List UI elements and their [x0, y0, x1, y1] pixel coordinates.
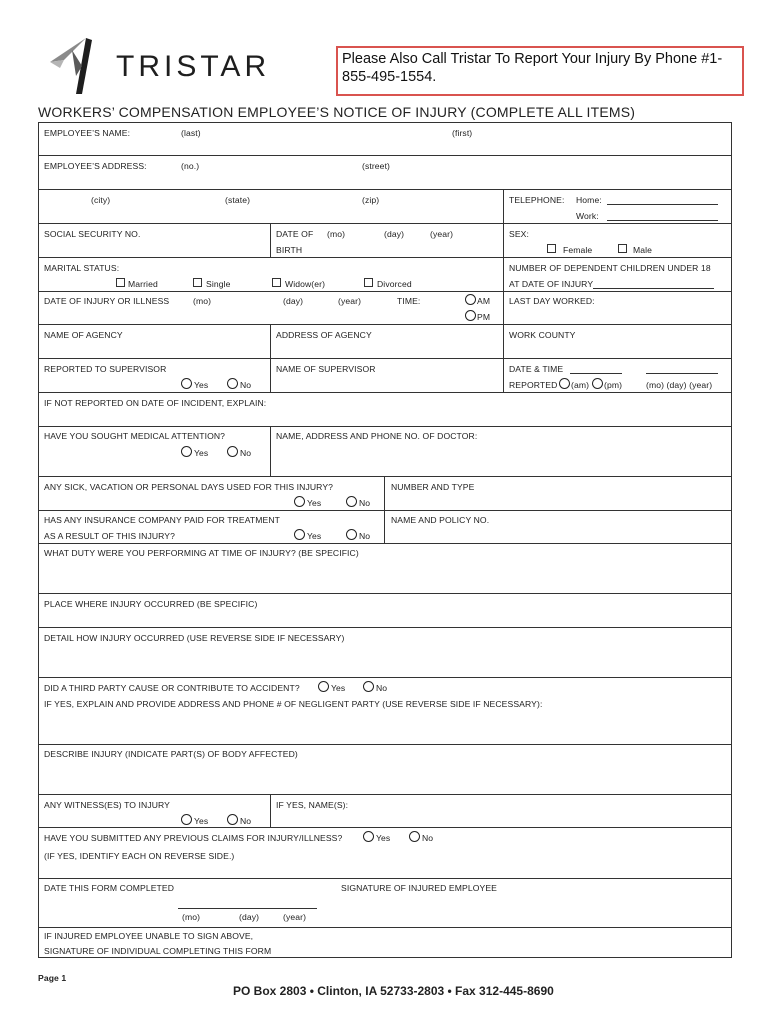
place-field[interactable] [39, 610, 731, 626]
not-reported-label: IF NOT REPORTED ON DATE OF INCIDENT, EXPLAIN: [44, 398, 267, 408]
city-caption: (city) [91, 195, 111, 205]
work-phone-label: Work: [576, 211, 599, 221]
third-party-field[interactable] [39, 711, 731, 743]
last-name-caption: (last) [181, 128, 201, 138]
male-label: Male [633, 245, 653, 255]
single-label: Single [206, 279, 231, 289]
claims-yes-label: Yes [376, 833, 391, 843]
form-title: WORKERS’ COMPENSATION EMPLOYEE’S NOTICE OF INJURY (COMPLETE ALL ITEMS) [38, 104, 636, 120]
report-date-caption: (mo) (day) (year) [646, 380, 713, 390]
footer-address: PO Box 2803 • Clinton, IA 52733-2803 • Fax 312-445-8690 [233, 984, 554, 998]
sick-days-label: ANY SICK, VACATION OR PERSONAL DAYS USED FOR THIS INJURY? [44, 482, 334, 492]
male-checkbox[interactable] [618, 244, 627, 253]
witness-yes-label: Yes [194, 816, 209, 826]
duty-field[interactable] [39, 560, 731, 592]
third-party-no-radio[interactable] [363, 681, 374, 692]
previous-claims-note: (IF YES, IDENTIFY EACH ON REVERSE SIDE.) [44, 851, 235, 861]
detail-field[interactable] [39, 644, 731, 676]
divorced-label: Divorced [377, 279, 412, 289]
employee-address-field[interactable] [39, 173, 731, 189]
not-reported-field[interactable] [39, 409, 731, 425]
insurance-label-2: AS A RESULT OF THIS INJURY? [44, 531, 176, 541]
dependents-label: NUMBER OF DEPENDENT CHILDREN UNDER 18 [509, 263, 711, 273]
reported-yes-radio[interactable] [181, 378, 192, 389]
sick-no-label: No [359, 498, 371, 508]
state-caption: (state) [225, 195, 251, 205]
report-am-radio[interactable] [559, 378, 570, 389]
ssn-label: SOCIAL SECURITY NO. [44, 229, 141, 239]
dependents-field[interactable] [593, 288, 714, 289]
signature-label: SIGNATURE OF INJURED EMPLOYEE [341, 883, 498, 893]
logo-wordmark: TRISTAR [116, 50, 271, 83]
sick-yes-radio[interactable] [294, 496, 305, 507]
pm-radio[interactable] [465, 310, 476, 321]
address-no-caption: (no.) [181, 161, 200, 171]
unable-sign-label: IF INJURED EMPLOYEE UNABLE TO SIGN ABOVE, [44, 931, 254, 941]
female-checkbox[interactable] [547, 244, 556, 253]
claims-yes-radio[interactable] [363, 831, 374, 842]
date-completed-label: DATE THIS FORM COMPLETED [44, 883, 175, 893]
witness-no-radio[interactable] [227, 814, 238, 825]
third-party-label: DID A THIRD PARTY CAUSE OR CONTRIBUTE TO ACCIDENT? [44, 683, 300, 693]
last-day-worked-label: LAST DAY WORKED: [509, 296, 595, 306]
am-radio[interactable] [465, 294, 476, 305]
date-of-injury-label: DATE OF INJURY OR ILLNESS [44, 296, 170, 306]
insurance-label: HAS ANY INSURANCE COMPANY PAID FOR TREATMENT [44, 515, 280, 525]
insurance-no-radio[interactable] [346, 529, 357, 540]
place-label: PLACE WHERE INJURY OCCURRED (BE SPECIFIC) [44, 599, 258, 609]
sick-yes-label: Yes [307, 498, 322, 508]
dob-day-caption: (day) [384, 229, 405, 239]
claims-no-label: No [422, 833, 434, 843]
street-caption: (street) [362, 161, 391, 171]
report-time-field[interactable] [570, 373, 622, 374]
dob-label-birth: BIRTH [276, 245, 303, 255]
medical-yes-label: Yes [194, 448, 209, 458]
widowed-label: Widow(er) [285, 279, 326, 289]
time-label: TIME: [397, 296, 421, 306]
logo-mark-icon [42, 36, 98, 96]
completed-mo-caption: (mo) [182, 912, 201, 922]
injury-mo-caption: (mo) [193, 296, 212, 306]
medical-attention-label: HAVE YOU SOUGHT MEDICAL ATTENTION? [44, 431, 226, 441]
sick-no-radio[interactable] [346, 496, 357, 507]
dob-year-caption: (year) [430, 229, 454, 239]
injury-day-caption: (day) [283, 296, 304, 306]
medical-no-label: No [240, 448, 252, 458]
describe-injury-label: DESCRIBE INJURY (INDICATE PART(S) OF BODY AFFECTED) [44, 749, 298, 759]
third-party-yes-radio[interactable] [318, 681, 329, 692]
name-policy-label: NAME AND POLICY NO. [391, 515, 490, 525]
widowed-checkbox[interactable] [272, 278, 281, 287]
telephone-label: TELEPHONE: [509, 195, 565, 205]
ssn-field[interactable] [39, 240, 269, 256]
previous-claims-label: HAVE YOU SUBMITTED ANY PREVIOUS CLAIMS FOR INJURY/ILLNESS? [44, 833, 343, 843]
reported-label: REPORTED [509, 380, 558, 390]
supervisor-name-label: NAME OF SUPERVISOR [276, 364, 376, 374]
claims-no-radio[interactable] [409, 831, 420, 842]
pm-label: PM [477, 312, 491, 322]
employee-name-label: EMPLOYEE’S NAME: [44, 128, 131, 138]
reported-yes-label: Yes [194, 380, 209, 390]
third-party-no-label: No [376, 683, 388, 693]
married-checkbox[interactable] [116, 278, 125, 287]
dob-label: DATE OF [276, 229, 314, 239]
report-am-label: (am) [571, 380, 590, 390]
home-phone-label: Home: [576, 195, 602, 205]
insurance-no-label: No [359, 531, 371, 541]
zip-caption: (zip) [362, 195, 380, 205]
agency-address-label: ADDRESS OF AGENCY [276, 330, 372, 340]
agency-name-label: NAME OF AGENCY [44, 330, 123, 340]
witnesses-label: ANY WITNESS(ES) TO INJURY [44, 800, 171, 810]
date-completed-field[interactable] [178, 908, 317, 909]
sex-label: SEX: [509, 229, 529, 239]
reported-no-label: No [240, 380, 252, 390]
work-phone-field[interactable] [607, 220, 718, 221]
reported-no-radio[interactable] [227, 378, 238, 389]
dob-mo-caption: (mo) [327, 229, 346, 239]
report-pm-radio[interactable] [592, 378, 603, 389]
employee-name-field[interactable] [39, 140, 731, 155]
marital-status-label: MARITAL STATUS: [44, 263, 120, 273]
medical-yes-radio[interactable] [181, 446, 192, 457]
signature-field[interactable] [338, 895, 730, 925]
employee-address-label: EMPLOYEE’S ADDRESS: [44, 161, 147, 171]
completed-day-caption: (day) [239, 912, 260, 922]
injury-year-caption: (year) [338, 296, 362, 306]
duty-label: WHAT DUTY WERE YOU PERFORMING AT TIME OF INJURY? (BE SPECIFIC) [44, 548, 359, 558]
female-label: Female [563, 245, 593, 255]
witness-names-label: IF YES, NAME(S): [276, 800, 349, 810]
work-county-label: WORK COUNTY [509, 330, 576, 340]
unable-sign-label-2: SIGNATURE OF INDIVIDUAL COMPLETING THIS FORM [44, 946, 272, 956]
city-state-zip-field[interactable] [39, 206, 502, 222]
dependents-label-2: AT DATE OF INJURY [509, 279, 594, 289]
insurance-yes-radio[interactable] [294, 529, 305, 540]
medical-no-radio[interactable] [227, 446, 238, 457]
detail-label: DETAIL HOW INJURY OCCURRED (USE REVERSE SIDE IF NECESSARY) [44, 633, 345, 643]
third-party-explain-label: IF YES, EXPLAIN AND PROVIDE ADDRESS AND PHONE # OF NEGLIGENT PARTY (USE REVERSE SIDE IF NECESSARY): [44, 699, 543, 709]
report-pm-label: (pm) [604, 380, 623, 390]
married-label: Married [128, 279, 158, 289]
report-date-field[interactable] [646, 373, 718, 374]
reported-supervisor-label: REPORTED TO SUPERVISOR [44, 364, 167, 374]
witness-yes-radio[interactable] [181, 814, 192, 825]
insurance-yes-label: Yes [307, 531, 322, 541]
doctor-label: NAME, ADDRESS AND PHONE NO. OF DOCTOR: [276, 431, 478, 441]
completed-year-caption: (year) [283, 912, 307, 922]
witness-no-label: No [240, 816, 252, 826]
page-number: Page 1 [38, 973, 67, 983]
first-name-caption: (first) [452, 128, 473, 138]
phone-notice: Please Also Call Tristar To Report Your Injury By Phone #1-855-495-1554. [336, 46, 744, 96]
tristar-logo [42, 36, 277, 96]
number-type-label: NUMBER AND TYPE [391, 482, 475, 492]
home-phone-field[interactable] [607, 204, 718, 205]
date-time-label: DATE & TIME [509, 364, 564, 374]
third-party-yes-label: Yes [331, 683, 346, 693]
single-checkbox[interactable] [193, 278, 202, 287]
am-label: AM [477, 296, 491, 306]
divorced-checkbox[interactable] [364, 278, 373, 287]
describe-injury-field[interactable] [39, 761, 731, 793]
